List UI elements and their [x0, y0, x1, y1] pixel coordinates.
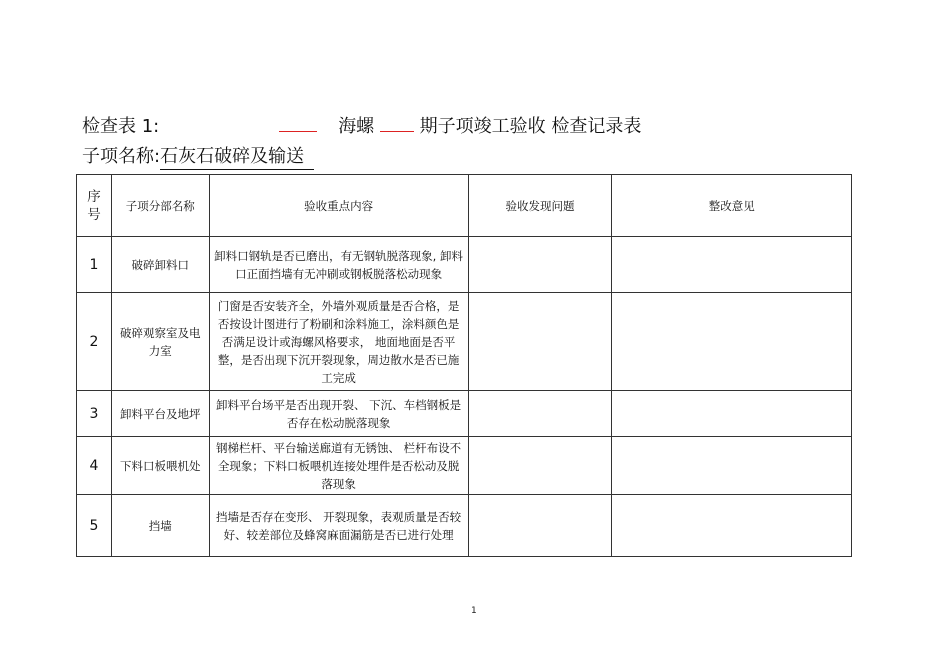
header-part: 子项分部名称: [111, 175, 209, 237]
title-blank-2: [380, 113, 414, 132]
row-rectify[interactable]: [612, 437, 852, 495]
header-issues: 验收发现问题: [468, 175, 612, 237]
document-title: [82, 113, 641, 139]
table-row: [77, 495, 852, 557]
page-number: 1: [471, 606, 477, 616]
table-row: [77, 391, 852, 437]
row-part: 下料口板喂机处: [111, 437, 209, 495]
row-focus: 卸料口钢轨是否已磨出，有无钢轨脱落现象, 卸料口正面挡墙有无冲刷或钢板脱落松动现象: [209, 237, 468, 293]
row-rectify[interactable]: [612, 391, 852, 437]
title-brand: 海螺: [338, 116, 375, 137]
row-no: 5: [77, 495, 112, 557]
row-focus: 钢梯栏杆、平台输送廊道有无锈蚀、 栏杆布设不全现象；下料口板喂机连接处埋件是否松动及脱落现象: [209, 437, 468, 495]
row-issues[interactable]: [468, 293, 612, 391]
row-no: 3: [77, 391, 112, 437]
title-blank-1: [279, 113, 317, 132]
table-row: [77, 293, 852, 391]
row-no: 1: [77, 237, 112, 293]
row-rectify[interactable]: [612, 237, 852, 293]
row-part: 卸料平台及地坪: [111, 391, 209, 437]
row-focus: 门窗是否安装齐全，外墙外观质量是否合格，是否按设计图进行了粉刷和涂料施工，涂料颜色是否满足设计或海螺风格要求， 地面地面是否平整，是否出现下沉开裂现象，周边散水是否已施工完成: [209, 293, 468, 391]
title-suffix: 期子项竣工验收 检查记录表: [419, 116, 642, 137]
inspection-table: [76, 174, 852, 557]
table-row: [77, 237, 852, 293]
header-rectify: 整改意见: [612, 175, 852, 237]
row-issues[interactable]: [468, 391, 612, 437]
header-no: 序号: [77, 175, 112, 237]
header-focus: 验收重点内容: [209, 175, 468, 237]
subtitle-label: 子项名称:: [82, 146, 161, 167]
row-focus: 挡墙是否存在变形、 开裂现象，表观质量是否较好、较差部位及蜂窝麻面漏筋是否已进行处理: [209, 495, 468, 557]
table-row: [77, 437, 852, 495]
subtitle-name: 石灰石破碎及输送: [160, 145, 314, 170]
title-prefix: 检查表 1:: [82, 116, 160, 137]
row-part: 破碎卸料口: [111, 237, 209, 293]
row-no: 4: [77, 437, 112, 495]
row-no: 2: [77, 293, 112, 391]
row-part: 破碎观察室及电力室: [111, 293, 209, 391]
row-rectify[interactable]: [612, 293, 852, 391]
row-focus: 卸料平台场平是否出现开裂、 下沉、车档钢板是否存在松动脱落现象: [209, 391, 468, 437]
table-header-row: [77, 175, 852, 237]
row-issues[interactable]: [468, 437, 612, 495]
row-issues[interactable]: [468, 237, 612, 293]
row-issues[interactable]: [468, 495, 612, 557]
row-rectify[interactable]: [612, 495, 852, 557]
row-part: 挡墙: [111, 495, 209, 557]
subtitle: [82, 145, 314, 170]
